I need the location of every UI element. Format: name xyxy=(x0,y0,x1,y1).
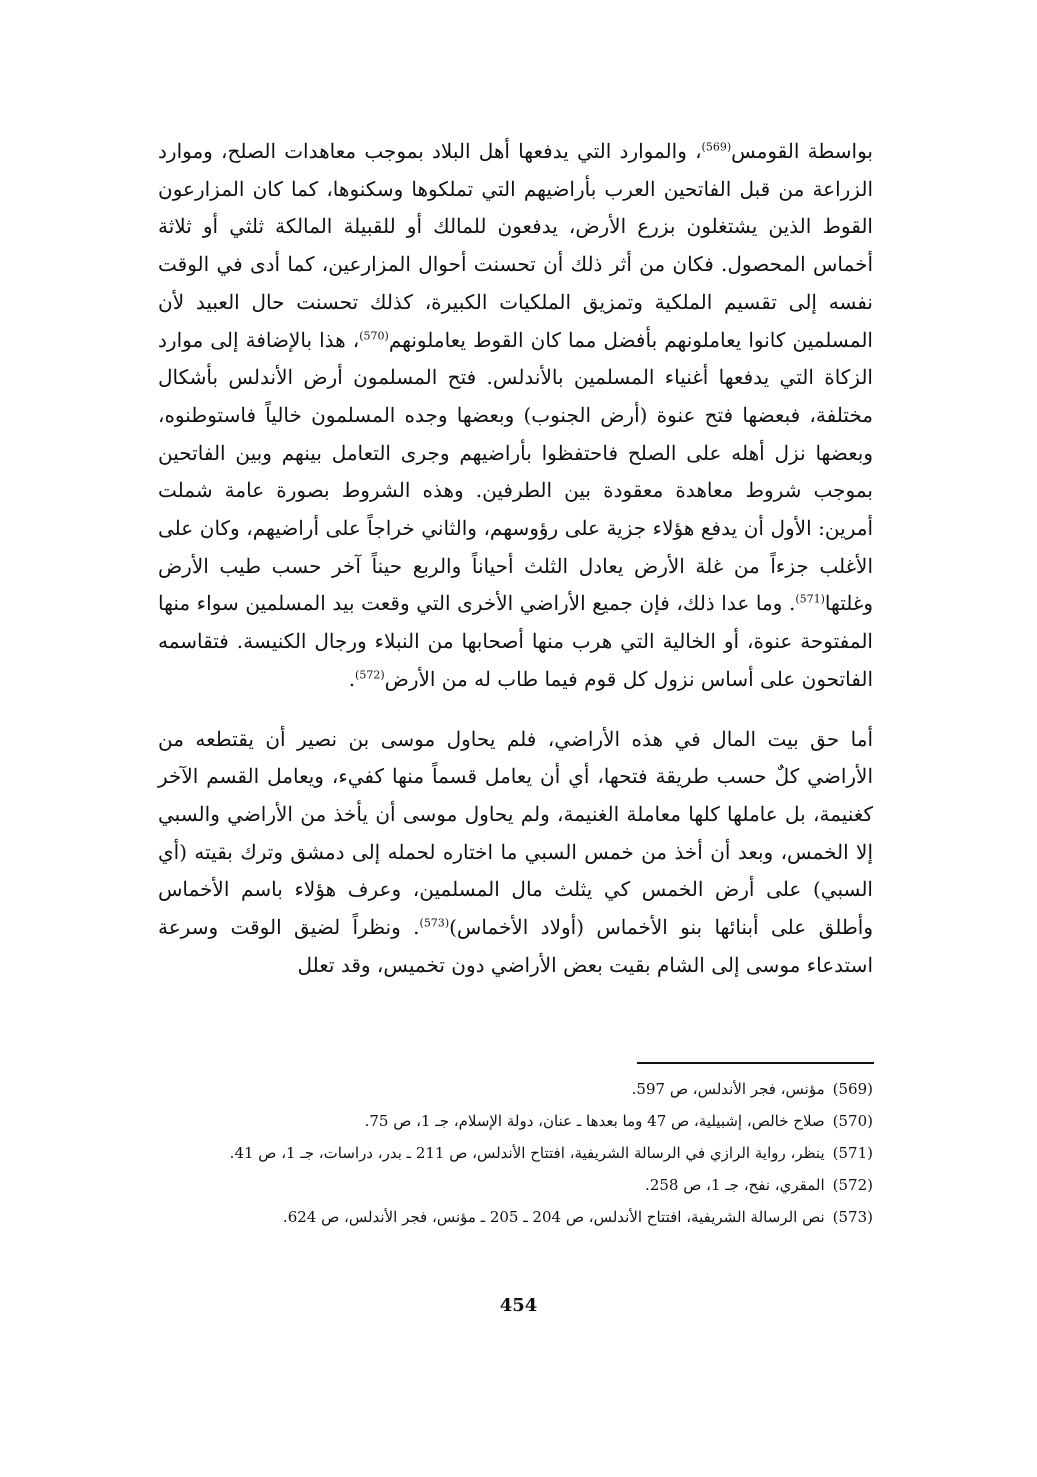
footnote-572 xyxy=(150,1169,873,1201)
footnote-text: المقري، نفح، جـ 1، ص 258. xyxy=(645,1176,825,1194)
footnote-number: (573) xyxy=(832,1208,873,1226)
footnote-ref-569: (569) xyxy=(701,140,732,154)
page-number: 454 xyxy=(499,1295,538,1316)
footnote-ref-571: (571) xyxy=(795,592,825,606)
paragraph-1-text-5: . xyxy=(348,666,356,691)
footnote-separator xyxy=(637,1062,874,1064)
footnote-number: (570) xyxy=(832,1112,873,1130)
footnote-571 xyxy=(150,1137,873,1169)
footnote-number: (569) xyxy=(832,1080,873,1098)
paragraph-1-text-2: ، والموارد التي يدفعها أهل البلاد بموجب معاهدات الصلح، وموارد الزراعة من قبل الفاتحين العرب بأراضيهم التي تملكوها وسكنوها، كما كان المزارعون القوط الذين يشتغلون بزرع الأرض، يدفعون للمالك أو للقبيلة المالكة ثلثي أو ثلاثة أخماس المحصول. فكان من أثر ذلك أن تحسنت أحوال المزارعين، كما أدى في الوقت نفسه إلى تقسيم الملكية وتمزيق الملكيات الكبيرة، كذلك تحسنت حال العبيد لأن المسلمين كانوا يعاملونهم بأفضل مما كان القوط يعاملونهم xyxy=(158,139,873,352)
footnote-ref-572: (572) xyxy=(355,668,385,682)
footnotes xyxy=(150,1073,873,1233)
footnote-573 xyxy=(150,1201,873,1233)
paragraph-1-text-4: . وما عدا ذلك، فإن جميع الأراضي الأخرى التي وقعت بيد المسلمين سواء منها المفتوحة عنوة، أو الخالية التي هرب منها أصحابها من النبلاء ورجال الكنيسة. فتقاسمه الفاتحون على أساس نزول كل قوم فيما طاب له من الأرض xyxy=(158,591,873,691)
paragraph-1-text-3: ، هذا بالإضافة إلى موارد الزكاة التي يدفعها أغنياء المسلمين بالأندلس. فتح المسلمون أرض الأندلس بأشكال مختلفة، فبعضها فتح عنوة (أرض الجنوب) وبعضها وجده المسلمون خالياً فاستوطنوه، وبعضها نزل أهله على الصلح فاحتفظوا بأراضيهم وجرى التعامل بينهم وبين الفاتحين بموجب شروط معاهدة معقودة بين الطرفين. وهذه الشروط بصورة عامة شملت أمرين: الأول أن يدفع هؤلاء جزية على رؤوسهم، والثاني خراجاً على أراضيهم، وكان على الأغلب جزءاً من غلة الأرض يعادل الثلث أحياناً والربع حيناً آخر حسب طيب الأرض وغلتها xyxy=(158,327,873,616)
main-text xyxy=(158,133,873,984)
paragraph-1 xyxy=(158,133,873,699)
footnote-text: نص الرسالة الشريفية، افتتاح الأندلس، ص 204 ـ 205 ـ مؤنس، فجر الأندلس، ص 624. xyxy=(282,1208,825,1226)
footnote-569 xyxy=(150,1073,873,1105)
paragraph-2 xyxy=(158,721,873,985)
footnote-570 xyxy=(150,1105,873,1137)
footnote-number: (571) xyxy=(832,1144,873,1162)
paragraph-2-text-2: . ونظراً لضيق الوقت وسرعة استدعاء موسى إلى الشام بقيت بعض الأراضي دون تخميس، وقد تعلل xyxy=(158,915,873,977)
footnote-text: مؤنس، فجر الأندلس، ص 597. xyxy=(631,1080,825,1098)
footnote-ref-573: (573) xyxy=(419,916,450,930)
paragraph-2-text-1: أما حق بيت المال في هذه الأراضي، فلم يحاول موسى بن نصير أن يقتطعه من الأراضي كلٌ حسب طريقة فتحها، أي أن يعامل قسماً منها كفيء، ويعامل القسم الآخر كغنيمة، بل عاملها كلها معاملة الغنيمة، ولم يحاول موسى أن يأخذ من الأراضي والسبي إلا الخمس، وبعد أن أخذ من خمس السبي ما اختاره لحمله إلى دمشق وترك بقيته (أي السبي) على أرض الخمس كي يثلث مال المسلمين، وعرف هؤلاء باسم الأخماس وأطلق على أبنائها بنو الأخماس (أولاد الأخماس) xyxy=(158,726,873,940)
footnote-ref-570: (570) xyxy=(359,328,389,342)
footnote-text: ينظر، رواية الرازي في الرسالة الشريفية، افتتاح الأندلس، ص 211 ـ بدر، دراسات، جـ 1، ص 41. xyxy=(229,1144,825,1162)
footnote-number: (572) xyxy=(832,1176,873,1194)
footnote-text: صلاح خالص، إشبيلية، ص 47 وما بعدها ـ عنان، دولة الإسلام، جـ 1، ص 75. xyxy=(364,1112,825,1130)
paragraph-1-text-1: بواسطة القومس xyxy=(731,139,873,163)
